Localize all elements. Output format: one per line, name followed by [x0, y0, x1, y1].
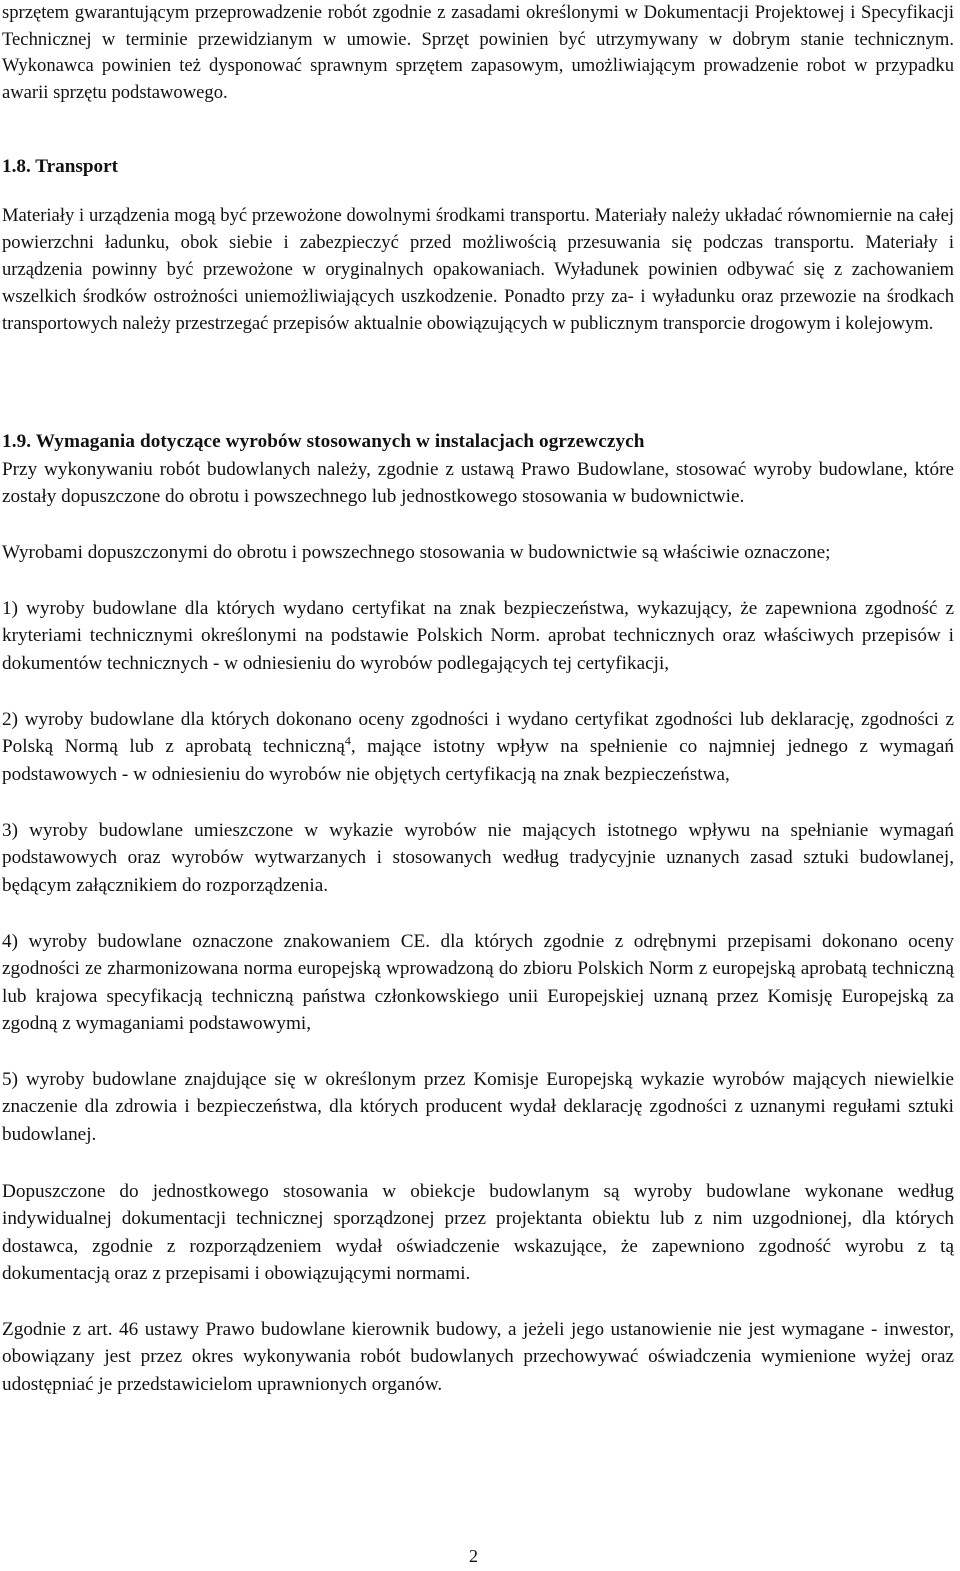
requirements-paragraph-3: Dopuszczone do jednostkowego stosowania w obiekcje budowlanym są wyroby budowlane wykonane według indywidualnej dokumentacji technicznej sporządzonej przez projektanta obiektu lub z nim uzgodnionej, dla których dostawca, zgodnie z rozporządzeniem wydał oświadczenie wskazujące, że zapewniono zgodność wyrobu z tą dokumentacją oraz z przepisami i obowiązującymi normami. [2, 1181, 954, 1285]
page-number: 2 [469, 1546, 478, 1566]
requirements-paragraph-2: Wyrobami dopuszczonymi do obrotu i powszechnego stosowania w budownictwie są właściwie oznaczone; [2, 542, 831, 563]
list-item-4: 4) wyroby budowlane oznaczone znakowaniem CE. dla których zgodnie z odrębnymi przepisami dokonano oceny zgodności ze zharmonizowana norma europejską wprowadzoną do zbioru Polskich Norm z europejską aprobatą techniczną lub krajowa specyfikacją techniczną państwa członkowskiego unii Europejskiej uznaną przez Komisję Europejską za zgodną z wymaganiami podstawowymi, [2, 931, 954, 1035]
list-item-2-text-b: , mające istotny wpływ na spełnienie co najmniej jednego z wymagań podstawowych - w odniesieniu do wyrobów nie objętych certyfikacją na znak bezpieczeństwa, [2, 736, 954, 785]
list-item-2-text-a: 2) wyroby budowlane dla których dokonano oceny zgodności i wydano certyfikat zgodności lub deklarację, zgodności z Polską Normą lub z aprobatą techniczną [2, 709, 954, 758]
transport-paragraph: Materiały i urządzenia mogą być przewożone dowolnymi środkami transportu. Materiały należy układać równomiernie na całej powierzchni ładunku, obok siebie i zabezpieczyć przed możliwością przesuwania się podczas transportu. Materiały i urządzenia powinny być przewożone w oryginalnych opakowaniach. Wyładunek powinien odbywać się z zachowaniem wszelkich środków ostrożności uniemożliwiających uszkodzenie. Ponadto przy za- i wyładunku oraz przewozie na środkach transportowych należy przestrzegać przepisów aktualnie obowiązujących w publicznym transporcie drogowym i kolejowym. [2, 205, 954, 335]
intro-paragraph: sprzętem gwarantującym przeprowadzenie robót zgodnie z zasadami określonymi w Dokumentacji Projektowej i Specyfikacji Technicznej w terminie przewidzianym w umowie. Sprzęt powinien być utrzymywany w dobrym stanie technicznym. Wykonawca powinien też dysponować sprawnym sprzętem zapasowym, umożliwiającym prowadzenie robot w przypadku awarii sprzętu podstawowego. [2, 2, 954, 104]
list-item-3: 3) wyroby budowlane umieszczone w wykazie wyrobów nie mających istotnego wpływu na spełnianie wymagań podstawowych oraz wyrobów wytwarzanych i stosowanych według tradycyjnie uznanych zasad sztuki budowlanej, będącym załącznikiem do rozporządzenia. [2, 820, 954, 896]
footnote-marker: 4 [344, 734, 351, 749]
requirements-paragraph-4: Zgodnie z art. 46 ustawy Prawo budowlane kierownik budowy, a jeżeli jego ustanowienie nie jest wymagane - inwestor, obowiązany jest przez okres wykonywania robót budowlanych przechowywać oświadczenia wymienione wyżej oraz udostępniać je przedstawicielom uprawnionych organów. [2, 1319, 954, 1395]
list-item-2 [2, 706, 954, 788]
list-item-1: 1) wyroby budowlane dla których wydano certyfikat na znak bezpieczeństwa, wykazujący, że zapewniona zgodność z kryteriami technicznymi określonymi na podstawie Polskich Norm. aprobat technicznych oraz właściwych przepisów i dokumentów technicznych - w odniesieniu do wyrobów podlegających tej certyfikacji, [2, 598, 954, 674]
list-item-5: 5) wyroby budowlane znajdujące się w określonym przez Komisje Europejską wykazie wyrobów mających niewielkie znaczenie dla zdrowia i bezpieczeństwa, dla których producent wydał deklarację zgodności z uznanymi regułami sztuki budowlanej. [2, 1069, 954, 1145]
section-heading-transport: 1.8. Transport [2, 156, 119, 177]
section-heading-requirements: 1.9. Wymagania dotyczące wyrobów stosowanych w instalacjach ogrzewczych [2, 431, 645, 452]
requirements-paragraph-1: Przy wykonywaniu robót budowlanych należy, zgodnie z ustawą Prawo Budowlane, stosować wyroby budowlane, które zostały dopuszczone do obrotu i powszechnego lub jednostkowego stosowania w budownictwie. [2, 459, 954, 508]
